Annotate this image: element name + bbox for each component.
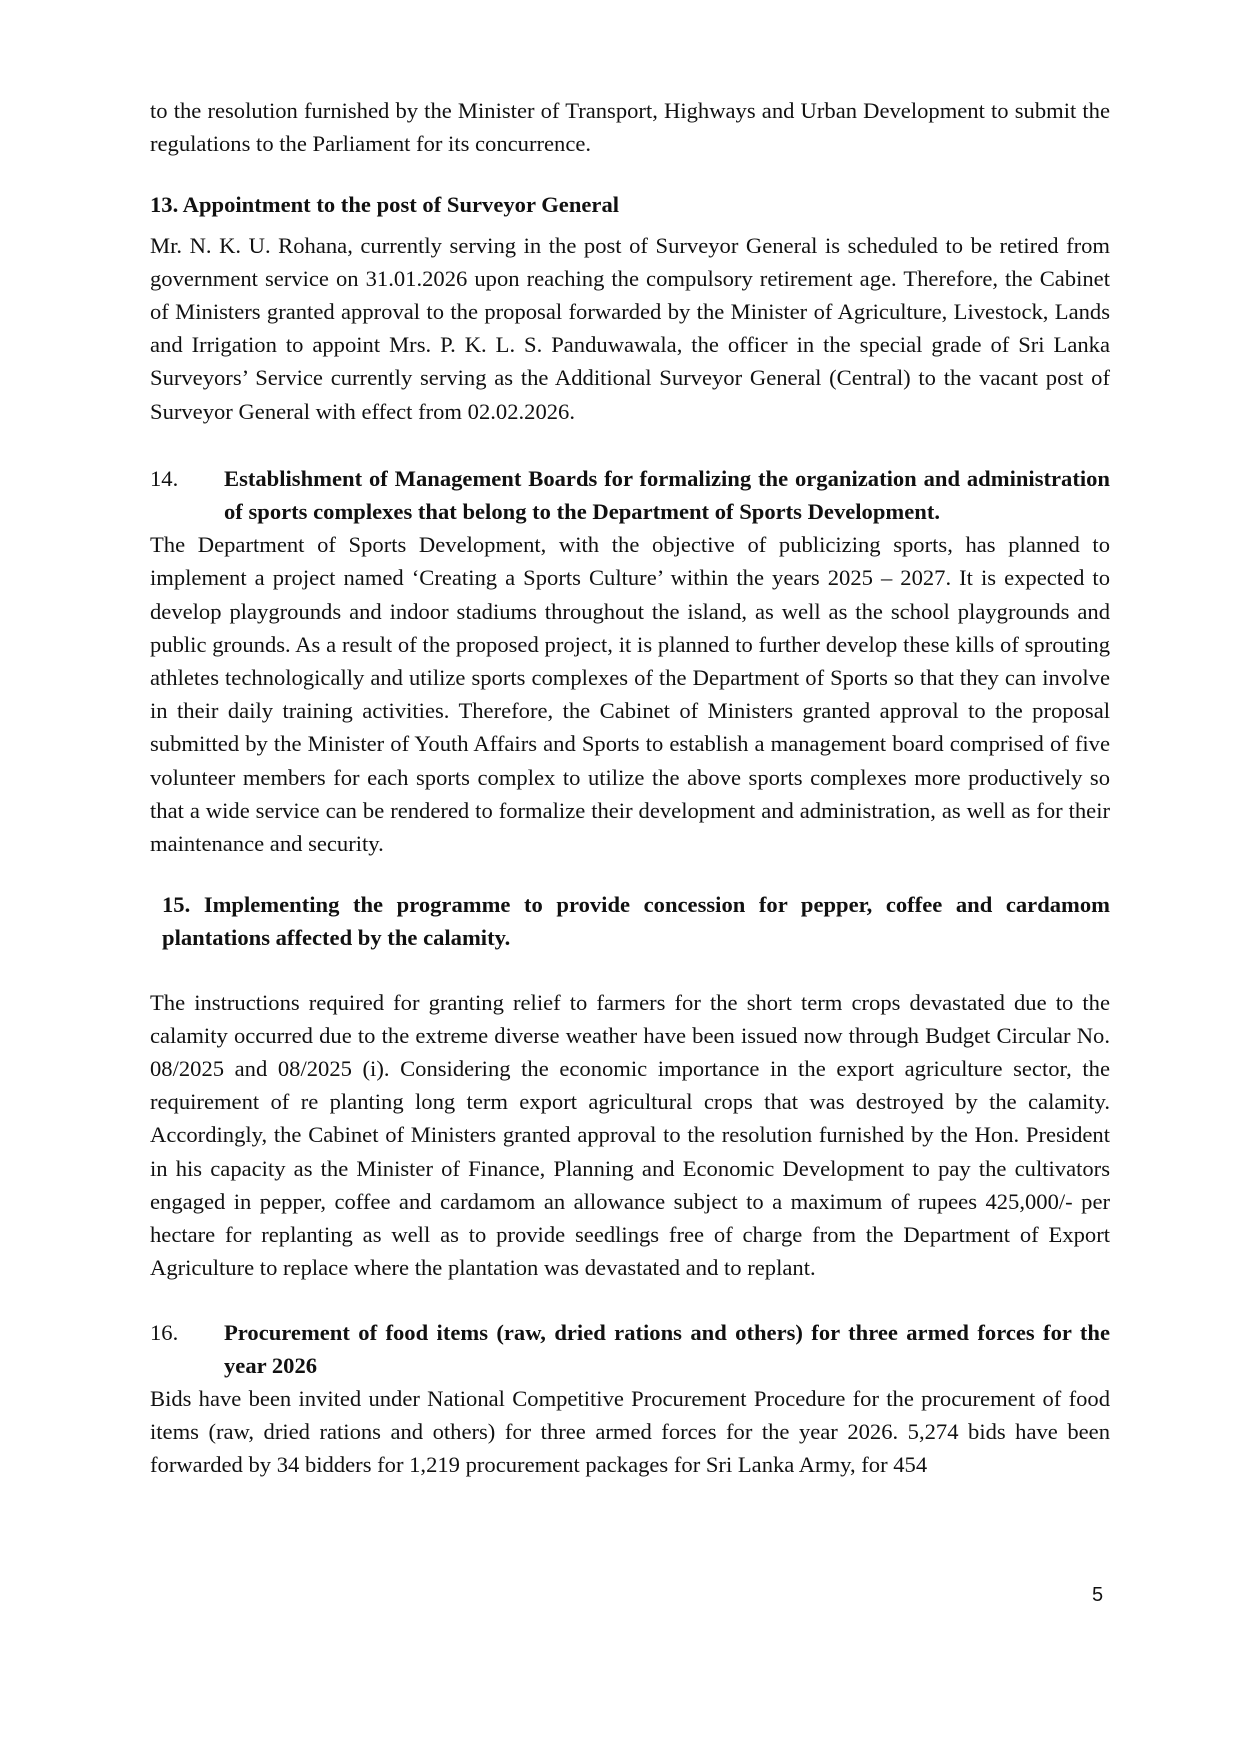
section-16-number: 16. bbox=[150, 1319, 179, 1345]
document-page bbox=[150, 94, 1110, 1482]
section-14 bbox=[150, 462, 1110, 860]
section-15-heading: 15. Implementing the programme to provide concession for pepper, coffee and cardamom plantations affected by the calamity. bbox=[162, 892, 1110, 951]
section-16-heading bbox=[150, 1316, 1110, 1382]
section-14-heading bbox=[150, 462, 1110, 528]
intro-paragraph: to the resolution furnished by the Minister of Transport, Highways and Urban Development to submit the regulations to the Parliament for its concurrence. bbox=[150, 98, 1110, 157]
section-14-title: Establishment of Management Boards for formalizing the organization and administration of sports complexes that belong to the Department of Sports Development. bbox=[224, 465, 1110, 525]
section-14-body: The Department of Sports Development, with the objective of publicizing sports, has planned to implement a project named ‘Creating a Sports Culture’ within the years 2025 – 2027. It is expected to develop playgrounds and indoor stadiums throughout the island, as well as the school playgrounds and public grounds. As a result of the proposed project, it is planned to further develop these kills of sprouting athletes technologically and utilize sports complexes of the Department of Sports so that they can involve in their daily training activities. Therefore, the Cabinet of Ministers granted approval to the proposal submitted by the Minister of Youth Affairs and Sports to establish a management board comprised of five volunteer members for each sports complex to utilize the above sports complexes more productively so that a wide service can be rendered to formalize their development and administration, as well as for their maintenance and security. bbox=[150, 532, 1110, 857]
section-13-body: Mr. N. K. U. Rohana, currently serving in the post of Surveyor General is scheduled to be retired from government service on 31.01.2026 upon reaching the compulsory retirement age. Therefore, the Cabinet of Ministers granted approval to the proposal forwarded by the Minister of Agriculture, Livestock, Lands and Irrigation to appoint Mrs. P. K. L. S. Panduwawala, the officer in the special grade of Sri Lanka Surveyors’ Service currently serving as the Additional Surveyor General (Central) to the vacant post of Surveyor General with effect from 02.02.2026. bbox=[150, 232, 1110, 424]
page-number: 5 bbox=[1092, 1584, 1104, 1606]
section-15 bbox=[150, 888, 1110, 1284]
section-13-heading: 13. Appointment to the post of Surveyor General bbox=[150, 192, 620, 218]
section-14-number: 14. bbox=[150, 465, 179, 491]
section-16-body: Bids have been invited under National Competitive Procurement Procedure for the procurement of food items (raw, dried rations and others) for three armed forces for the year 2026. 5,274 bids have been forwarded by 34 bidders for 1,219 procurement packages for Sri Lanka Army, for 454 bbox=[150, 1385, 1110, 1478]
section-15-body: The instructions required for granting relief to farmers for the short term crops devastated due to the calamity occurred due to the extreme diverse weather have been issued now through Budget Circular No. 08/2025 and 08/2025 (i). Considering the economic importance in the export agriculture sector, the requirement of re planting long term export agricultural crops that was destroyed by the calamity. Accordingly, the Cabinet of Ministers granted approval to the resolution furnished by the Hon. President in his capacity as the Minister of Finance, Planning and Economic Development to pay the cultivators engaged in pepper, coffee and cardamom an allowance subject to a maximum of rupees 425,000/- per hectare for replanting as well as to provide seedlings free of charge from the Department of Export Agriculture to replace where the plantation was devastated and to replant. bbox=[150, 989, 1110, 1281]
section-16 bbox=[150, 1316, 1110, 1482]
section-13 bbox=[150, 188, 1110, 427]
section-16-title: Procurement of food items (raw, dried rations and others) for three armed forces for the year 2026 bbox=[224, 1319, 1110, 1378]
